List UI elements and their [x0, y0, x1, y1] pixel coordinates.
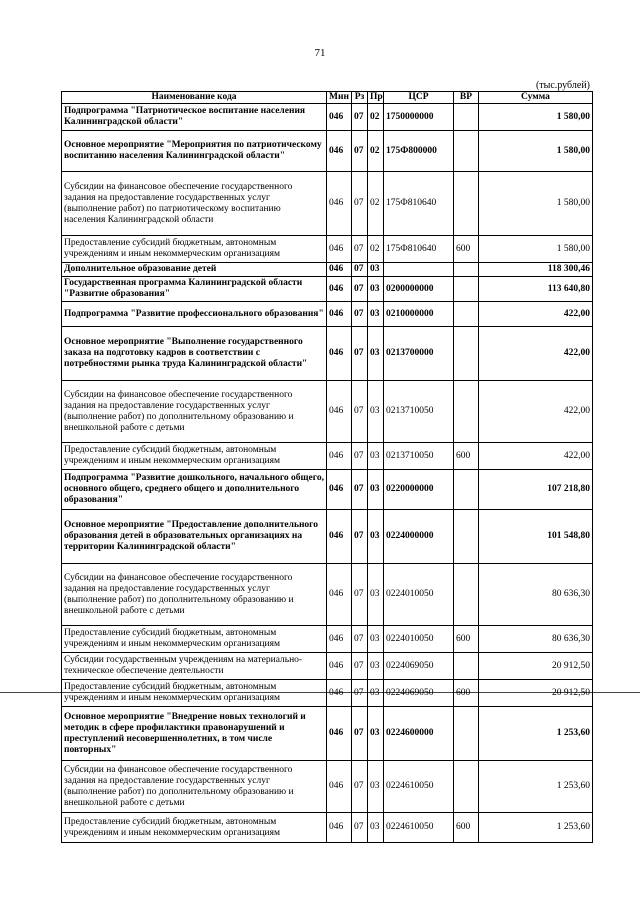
- row-csr: [384, 263, 454, 277]
- row-rz: 07: [352, 761, 368, 813]
- row-pr: 03: [368, 302, 384, 327]
- row-name: Основное мероприятие "Выполнение государственного заказа на подготовку кадров в соответствии с потребностями рынка труда Калининградской области": [62, 327, 327, 381]
- row-vr: [454, 302, 479, 327]
- row-min: 046: [327, 327, 352, 381]
- row-name: Предоставление субсидий бюджетным, автономным учреждениям и иным некоммерческим организациям: [62, 626, 327, 653]
- row-name: Предоставление субсидий бюджетным, автономным учреждениям и иным некоммерческим организациям: [62, 813, 327, 843]
- row-min: 046: [327, 381, 352, 443]
- row-csr: 0224000000: [384, 510, 454, 564]
- table-row: [62, 813, 593, 843]
- row-pr: 02: [368, 236, 384, 263]
- row-csr: 175Ф800000: [384, 131, 454, 172]
- table-row: [62, 707, 593, 761]
- row-pr: 03: [368, 510, 384, 564]
- row-rz: 07: [352, 510, 368, 564]
- col-header-min: Мин: [327, 92, 352, 104]
- row-vr: [454, 510, 479, 564]
- row-csr: 0210000000: [384, 302, 454, 327]
- col-header-pr: Пр: [368, 92, 384, 104]
- row-min: 046: [327, 761, 352, 813]
- col-header-vr: ВР: [454, 92, 479, 104]
- row-rz: 07: [352, 680, 368, 707]
- row-name: Предоставление субсидий бюджетным, автономным учреждениям и иным некоммерческим организациям: [62, 443, 327, 470]
- row-csr: 0224010050: [384, 564, 454, 626]
- row-vr: [454, 707, 479, 761]
- col-header-csr: ЦСР: [384, 92, 454, 104]
- row-vr: [454, 263, 479, 277]
- row-sum: 1 580,00: [479, 236, 593, 263]
- row-name: Субсидии на финансовое обеспечение государственного задания на предоставление государственных услуг (выполнение работ) по дополнительному образованию и внешкольной работе с детьми: [62, 761, 327, 813]
- table-row: [62, 277, 593, 302]
- table-row: [62, 653, 593, 680]
- row-vr: 600: [454, 626, 479, 653]
- row-min: 046: [327, 236, 352, 263]
- row-sum: 80 636,30: [479, 564, 593, 626]
- row-name: Предоставление субсидий бюджетным, автономным учреждениям и иным некоммерческим организациям: [62, 680, 327, 707]
- row-rz: 07: [352, 302, 368, 327]
- row-rz: 07: [352, 263, 368, 277]
- row-vr: [454, 104, 479, 131]
- row-csr: 0213710050: [384, 443, 454, 470]
- table-header-row: [62, 92, 593, 104]
- row-sum: 101 548,80: [479, 510, 593, 564]
- row-min: 046: [327, 131, 352, 172]
- table-row: [62, 172, 593, 236]
- row-min: 046: [327, 813, 352, 843]
- row-rz: 07: [352, 104, 368, 131]
- table-row: [62, 302, 593, 327]
- row-pr: 02: [368, 104, 384, 131]
- row-csr: 0213710050: [384, 381, 454, 443]
- row-vr: [454, 470, 479, 510]
- row-rz: 07: [352, 653, 368, 680]
- row-csr: 175Ф810640: [384, 236, 454, 263]
- row-pr: 02: [368, 172, 384, 236]
- row-min: 046: [327, 443, 352, 470]
- row-rz: 07: [352, 381, 368, 443]
- table-row: [62, 236, 593, 263]
- table-row: [62, 761, 593, 813]
- row-name: Субсидии на финансовое обеспечение государственного задания на предоставление государственных услуг (выполнение работ) по патриотическому воспитанию населения Калининградской области: [62, 172, 327, 236]
- row-min: 046: [327, 277, 352, 302]
- table-row: [62, 381, 593, 443]
- row-name: Основное мероприятие "Мероприятия по патриотическому воспитанию населения Калининградской области": [62, 131, 327, 172]
- row-sum: 80 636,30: [479, 626, 593, 653]
- col-header-name: Наименование кода: [62, 92, 327, 104]
- row-vr: [454, 564, 479, 626]
- row-rz: 07: [352, 707, 368, 761]
- row-name: Субсидии на финансовое обеспечение государственного задания на предоставление государственных услуг (выполнение работ) по дополнительному образованию и внешкольной работе с детьми: [62, 564, 327, 626]
- row-sum: 118 300,46: [479, 263, 593, 277]
- row-vr: 600: [454, 680, 479, 707]
- row-min: 046: [327, 263, 352, 277]
- row-csr: 0224069050: [384, 680, 454, 707]
- row-sum: 1 580,00: [479, 172, 593, 236]
- row-min: 046: [327, 302, 352, 327]
- row-pr: 03: [368, 653, 384, 680]
- row-sum: 1 253,60: [479, 813, 593, 843]
- row-min: 046: [327, 626, 352, 653]
- row-name: Основное мероприятие "Внедрение новых технологий и методик в сфере профилактики правонарушений и преступлений несовершеннолетних, в том числе повторных": [62, 707, 327, 761]
- row-vr: [454, 653, 479, 680]
- row-pr: 03: [368, 327, 384, 381]
- row-pr: 03: [368, 761, 384, 813]
- row-vr: [454, 172, 479, 236]
- row-sum: 113 640,80: [479, 277, 593, 302]
- row-name: Подпрограмма "Патриотическое воспитание населения Калининградской области": [62, 104, 327, 131]
- row-pr: 03: [368, 680, 384, 707]
- row-vr: [454, 327, 479, 381]
- page-number: 71: [314, 47, 326, 59]
- row-pr: 03: [368, 626, 384, 653]
- row-pr: 03: [368, 564, 384, 626]
- row-vr: [454, 761, 479, 813]
- row-pr: 03: [368, 813, 384, 843]
- row-min: 046: [327, 104, 352, 131]
- row-sum: 107 218,80: [479, 470, 593, 510]
- row-vr: 600: [454, 443, 479, 470]
- table-row: [62, 510, 593, 564]
- row-pr: 02: [368, 131, 384, 172]
- units-label: (тыс.рублей): [535, 80, 590, 91]
- row-pr: 03: [368, 443, 384, 470]
- row-pr: 03: [368, 470, 384, 510]
- row-pr: 03: [368, 707, 384, 761]
- row-rz: 07: [352, 131, 368, 172]
- row-pr: 03: [368, 277, 384, 302]
- table-row: [62, 443, 593, 470]
- row-min: 046: [327, 653, 352, 680]
- table-row: [62, 104, 593, 131]
- row-sum: 422,00: [479, 443, 593, 470]
- row-pr: 03: [368, 381, 384, 443]
- row-sum: 1 580,00: [479, 131, 593, 172]
- row-min: 046: [327, 510, 352, 564]
- row-min: 046: [327, 470, 352, 510]
- row-sum: 422,00: [479, 327, 593, 381]
- row-name: Дополнительное образование детей: [62, 263, 327, 277]
- row-sum: 422,00: [479, 302, 593, 327]
- row-csr: 0213700000: [384, 327, 454, 381]
- row-min: 046: [327, 172, 352, 236]
- row-vr: 600: [454, 236, 479, 263]
- col-header-sum: Сумма: [479, 92, 593, 104]
- table-row: [62, 626, 593, 653]
- row-csr: 0224610050: [384, 813, 454, 843]
- row-csr: 0220000000: [384, 470, 454, 510]
- row-rz: 07: [352, 327, 368, 381]
- row-name: Подпрограмма "Развитие дошкольного, начального общего, основного общего, среднего общего и дополнительного образования": [62, 470, 327, 510]
- row-rz: 07: [352, 813, 368, 843]
- row-csr: 1750000000: [384, 104, 454, 131]
- row-csr: 0224010050: [384, 626, 454, 653]
- row-csr: 175Ф810640: [384, 172, 454, 236]
- row-name: Субсидии государственным учреждениям на материально-техническое обеспечение деятельности: [62, 653, 327, 680]
- row-csr: 0224610050: [384, 761, 454, 813]
- table-row: [62, 327, 593, 381]
- row-vr: [454, 131, 479, 172]
- row-vr: [454, 277, 479, 302]
- row-vr: 600: [454, 813, 479, 843]
- row-rz: 07: [352, 564, 368, 626]
- budget-table: [61, 91, 593, 843]
- col-header-rz: Рз: [352, 92, 368, 104]
- table-row: [62, 263, 593, 277]
- table-row: [62, 564, 593, 626]
- row-rz: 07: [352, 443, 368, 470]
- table-row: [62, 131, 593, 172]
- row-min: 046: [327, 564, 352, 626]
- row-sum: 20 912,50: [479, 680, 593, 707]
- row-name: Основное мероприятие "Предоставление дополнительного образования детей в образовательных организациях на территории Калининградской области": [62, 510, 327, 564]
- row-csr: 0200000000: [384, 277, 454, 302]
- row-name: Подпрограмма "Развитие профессионального образования": [62, 302, 327, 327]
- row-vr: [454, 381, 479, 443]
- row-sum: 20 912,50: [479, 653, 593, 680]
- row-rz: 07: [352, 172, 368, 236]
- table-row: [62, 470, 593, 510]
- row-min: 046: [327, 680, 352, 707]
- row-name: Государственная программа Калининградской области "Развитие образования": [62, 277, 327, 302]
- row-min: 046: [327, 707, 352, 761]
- row-rz: 07: [352, 626, 368, 653]
- row-rz: 07: [352, 470, 368, 510]
- row-sum: 1 253,60: [479, 707, 593, 761]
- row-csr: 0224069050: [384, 653, 454, 680]
- row-rz: 07: [352, 236, 368, 263]
- row-sum: 422,00: [479, 381, 593, 443]
- row-sum: 1 253,60: [479, 761, 593, 813]
- table-row: [62, 680, 593, 707]
- row-name: Предоставление субсидий бюджетным, автономным учреждениям и иным некоммерческим организациям: [62, 236, 327, 263]
- row-sum: 1 580,00: [479, 104, 593, 131]
- row-rz: 07: [352, 277, 368, 302]
- row-name: Субсидии на финансовое обеспечение государственного задания на предоставление государственных услуг (выполнение работ) по дополнительному образованию и внешкольной работе с детьми: [62, 381, 327, 443]
- row-pr: 03: [368, 263, 384, 277]
- row-csr: 0224600000: [384, 707, 454, 761]
